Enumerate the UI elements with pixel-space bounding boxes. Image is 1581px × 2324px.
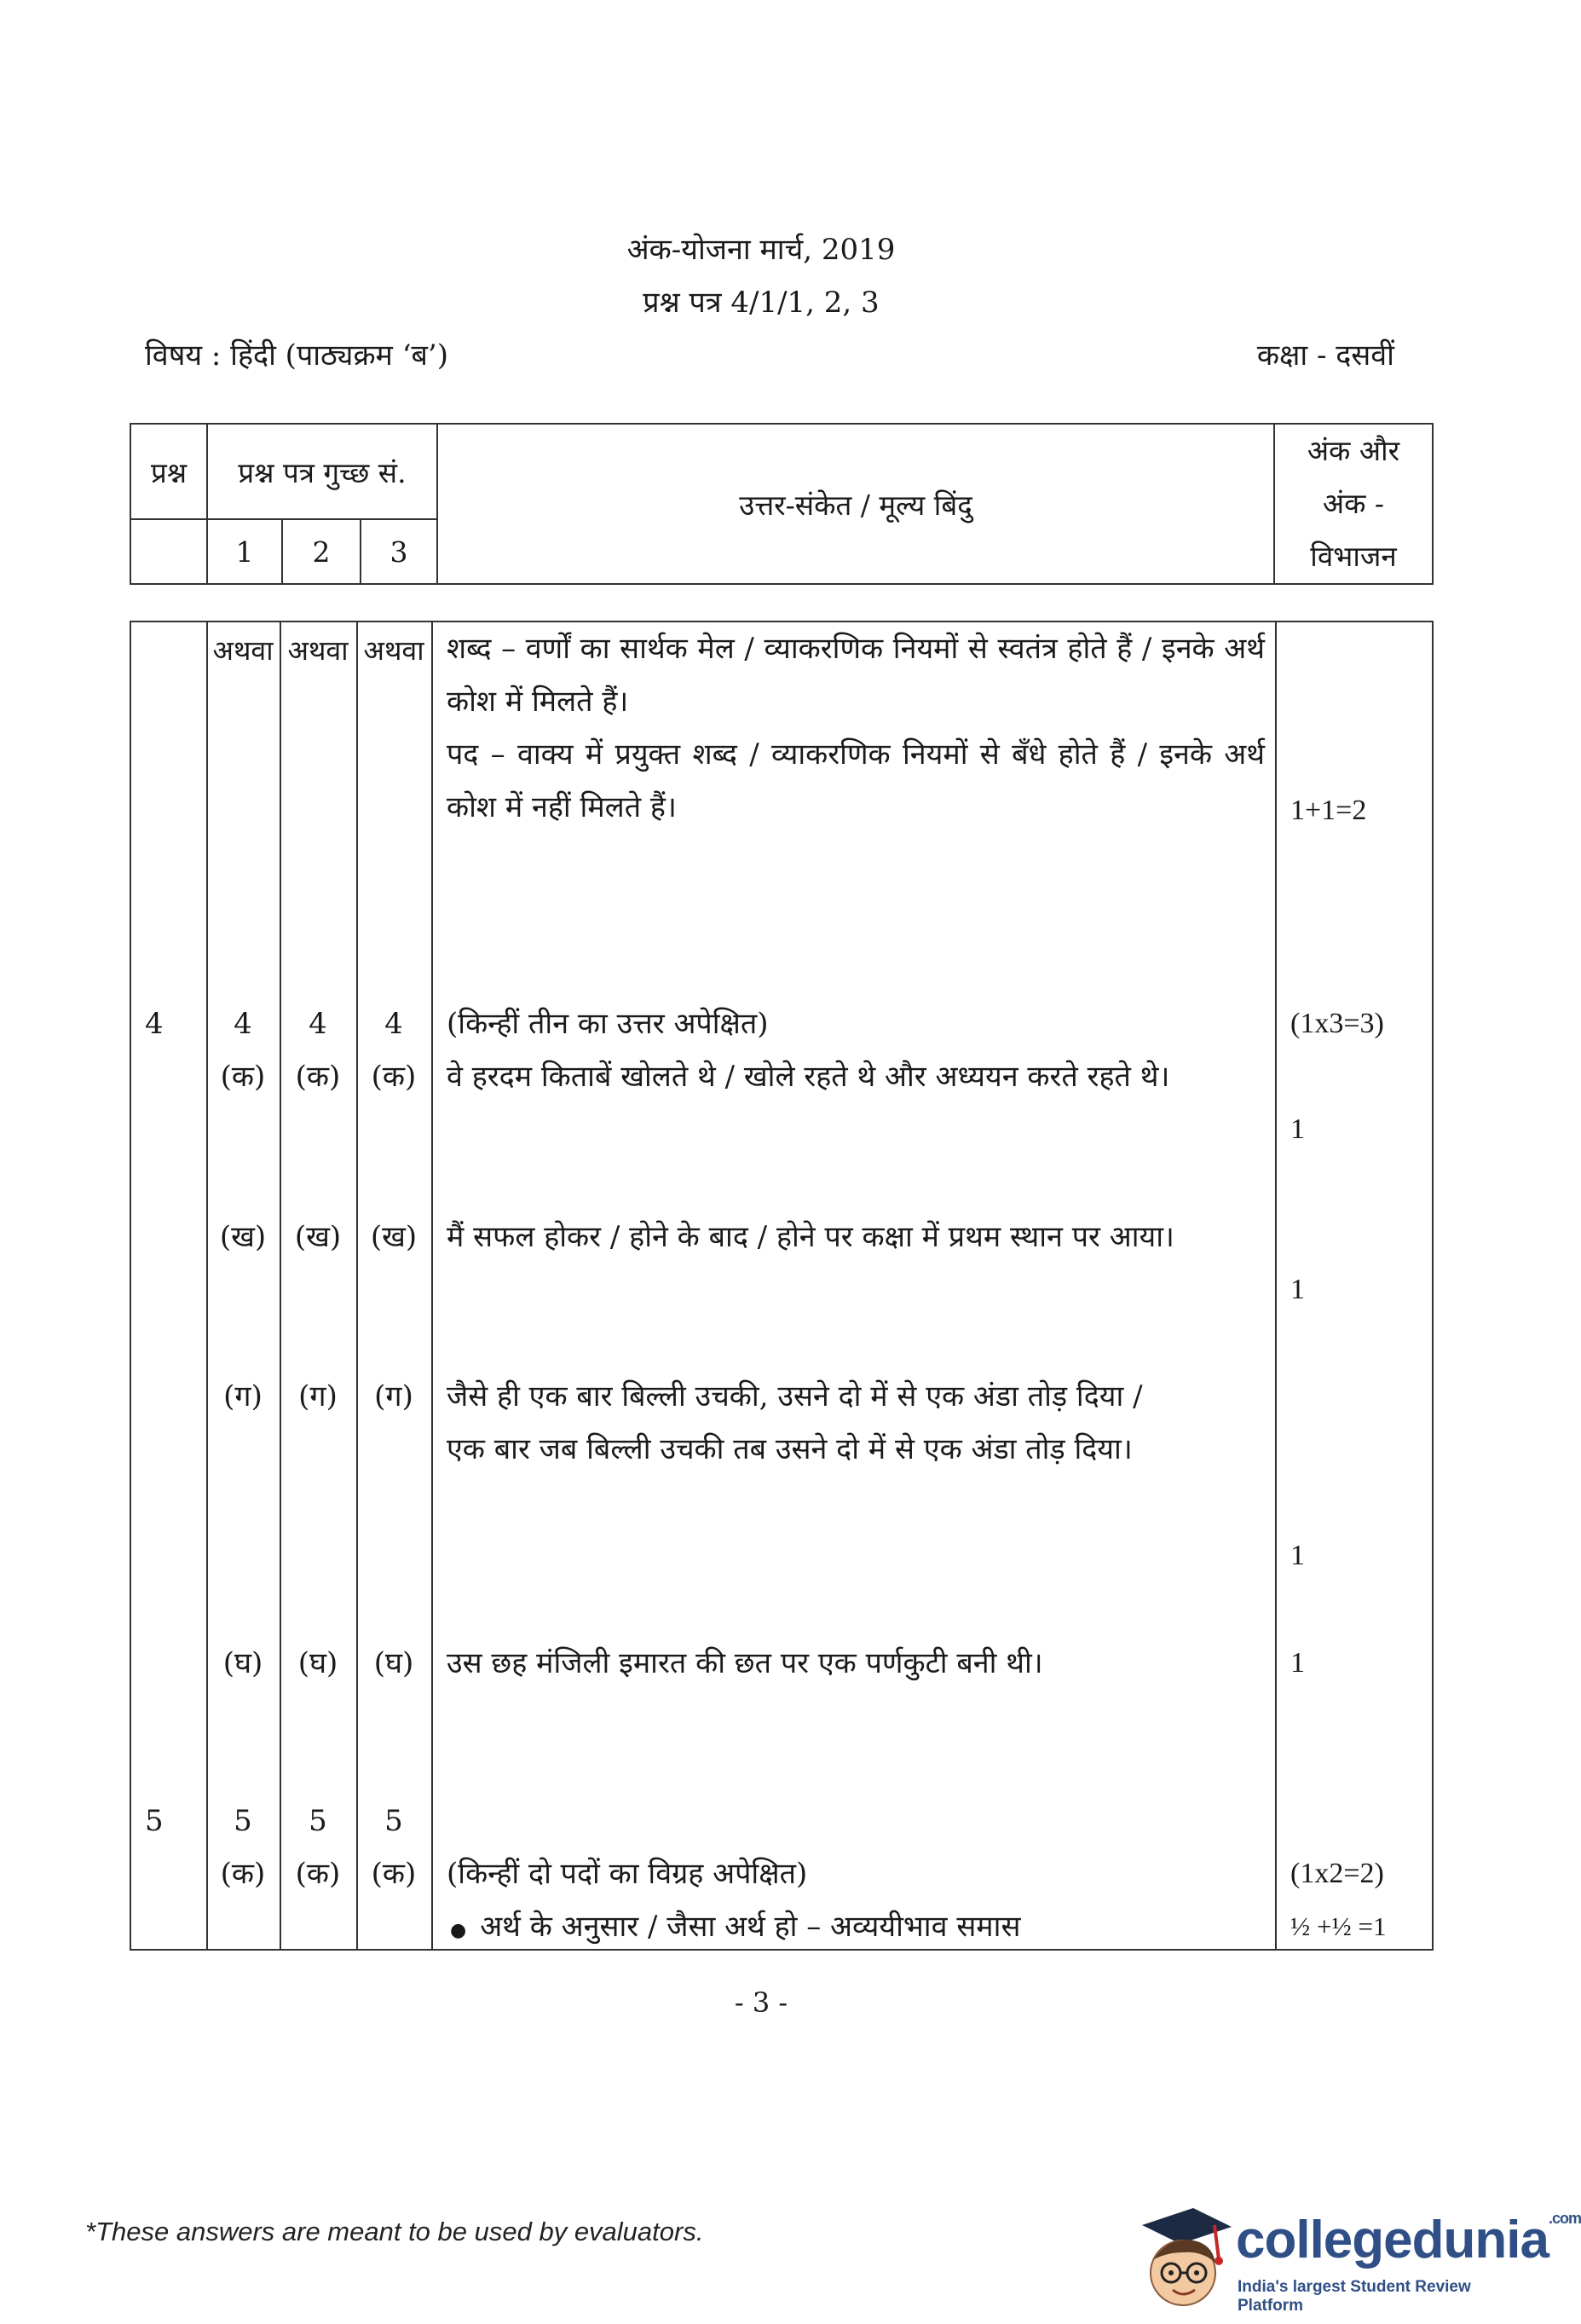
- document-title: अंक-योजना मार्च, 2019: [626, 233, 896, 267]
- answer-4gha: [447, 1637, 1265, 1690]
- set-2-header: 2: [282, 519, 361, 584]
- paper-code: प्रश्न पत्र 4/1/1, 2, 3: [643, 286, 880, 320]
- marks-header-line2: अंक -: [1322, 487, 1385, 520]
- set-2-part: (घ): [297, 1646, 338, 1680]
- subject-label: विषय : हिंदी (पाठ्यक्रम ‘ब’): [145, 338, 448, 373]
- answer-text: उस छह मंजिली इमारत की छत पर एक पर्णकुटी बनी थी।: [447, 1646, 1043, 1680]
- set-2-question: 5: [309, 1804, 327, 1838]
- set-1-question: 4: [234, 1007, 252, 1041]
- set-2-part: (ग): [298, 1379, 338, 1413]
- set-1-part: (क): [220, 1060, 266, 1094]
- col-paper-set-header: प्रश्न पत्र गुच्छ सं.: [207, 424, 437, 519]
- page-number: - 3 -: [734, 1986, 788, 2019]
- answer-table: [130, 621, 1434, 1951]
- set-3-part: (ग): [374, 1379, 413, 1413]
- marks-value: ½ +½ =1: [1290, 1911, 1387, 1941]
- set-1-label: अथवा: [212, 634, 274, 667]
- answer-5ka: [447, 1847, 1265, 1957]
- answer-text: अर्थ के अनुसार / जैसा अर्थ हो – अव्ययीभाव समास: [480, 1910, 1021, 1944]
- marks-value: 1+1=2: [1290, 795, 1367, 826]
- col-question-sub: [130, 519, 207, 584]
- col-marks-header: [1274, 424, 1433, 584]
- set-3-label: अथवा: [363, 634, 424, 667]
- logo-wordmark: collegedunia$^{.com}$: [1236, 2210, 1581, 2269]
- set-1-part: (क): [220, 1857, 266, 1891]
- marks-total: (1x2=2): [1290, 1858, 1384, 1889]
- answer-text: मैं सफल होकर / होने के बाद / होने पर कक्षा में प्रथम स्थान पर आया।: [447, 1220, 1174, 1254]
- set-3-header: 3: [361, 519, 437, 584]
- marks-header-line3: विभाजन: [1310, 540, 1397, 573]
- set-3-part: (ख): [370, 1220, 418, 1254]
- collegedunia-logo[interactable]: [1134, 2200, 1581, 2319]
- answer-word-vs-pad: [447, 622, 1265, 834]
- footer-note: *These answers are meant to be used by evaluators.: [85, 2217, 704, 2246]
- set-2-question: 4: [309, 1007, 327, 1041]
- question-number: 4: [145, 1007, 164, 1041]
- header-table: [130, 423, 1434, 585]
- logo-tagline: India's largest Student Review Platform: [1238, 2278, 1471, 2315]
- answer-4ka: [447, 997, 1265, 1103]
- answer-4ga: [447, 1370, 1265, 1476]
- marks-total: (1x3=3): [1290, 1008, 1384, 1039]
- answer-text: शब्द – वर्णों का सार्थक मेल / व्याकरणिक नियमों से स्वतंत्र होते हैं / इनके अर्थ कोश में मिलते हैं।: [447, 632, 1265, 719]
- marks-value: 1: [1290, 1113, 1305, 1145]
- answer-text: पद – वाक्य में प्रयुक्त शब्द / व्याकरणिक नियमों से बँधे होते हैं / इनके अर्थ कोश में नहीं मिलते हैं।: [447, 737, 1265, 824]
- set-3-part: (घ): [373, 1646, 414, 1680]
- marks-value: 1: [1290, 1540, 1305, 1571]
- marks-value: 1: [1290, 1274, 1305, 1305]
- answer-text: एक बार जब बिल्ली उचकी तब उसने दो में से एक अंडा तोड़ दिया।: [447, 1432, 1133, 1466]
- answer-text: जैसे ही एक बार बिल्ली उचकी, उसने दो में से एक अंडा तोड़ दिया /: [447, 1379, 1143, 1413]
- set-3-part: (क): [371, 1857, 417, 1891]
- set-1-header: 1: [207, 519, 282, 584]
- answer-4kha: [447, 1211, 1265, 1263]
- answer-text: वे हरदम किताबें खोलते थे / खोले रहते थे और अध्ययन करते रहते थे।: [447, 1060, 1170, 1094]
- marks-value: 1: [1290, 1647, 1305, 1679]
- mascot-icon: [1134, 2200, 1236, 2319]
- answer-instruction: (किन्हीं दो पदों का विग्रह अपेक्षित): [447, 1857, 808, 1891]
- set-3-question: 4: [384, 1007, 403, 1041]
- set-2-part: (क): [295, 1857, 341, 1891]
- set-2-part: (ख): [294, 1220, 342, 1254]
- set-1-part: (ग): [223, 1379, 263, 1413]
- question-number: 5: [145, 1804, 164, 1838]
- col-question-header: प्रश्न: [130, 424, 207, 519]
- answer-bullet: [447, 1900, 1265, 1957]
- answer-instruction: (किन्हीं तीन का उत्तर अपेक्षित): [447, 1007, 769, 1041]
- set-2-label: अथवा: [287, 634, 349, 667]
- set-3-question: 5: [384, 1804, 403, 1838]
- marks-header-line1: अंक और: [1307, 434, 1400, 467]
- col-answer-header: उत्तर-संकेत / मूल्य बिंदु: [437, 424, 1274, 584]
- set-3-part: (क): [371, 1060, 417, 1094]
- bullet-icon: ●: [450, 1920, 467, 1941]
- class-label: कक्षा - दसवीं: [1256, 338, 1394, 373]
- set-2-part: (क): [295, 1060, 341, 1094]
- set-1-question: 5: [234, 1804, 252, 1838]
- set-1-part: (घ): [222, 1646, 263, 1680]
- set-1-part: (ख): [219, 1220, 267, 1254]
